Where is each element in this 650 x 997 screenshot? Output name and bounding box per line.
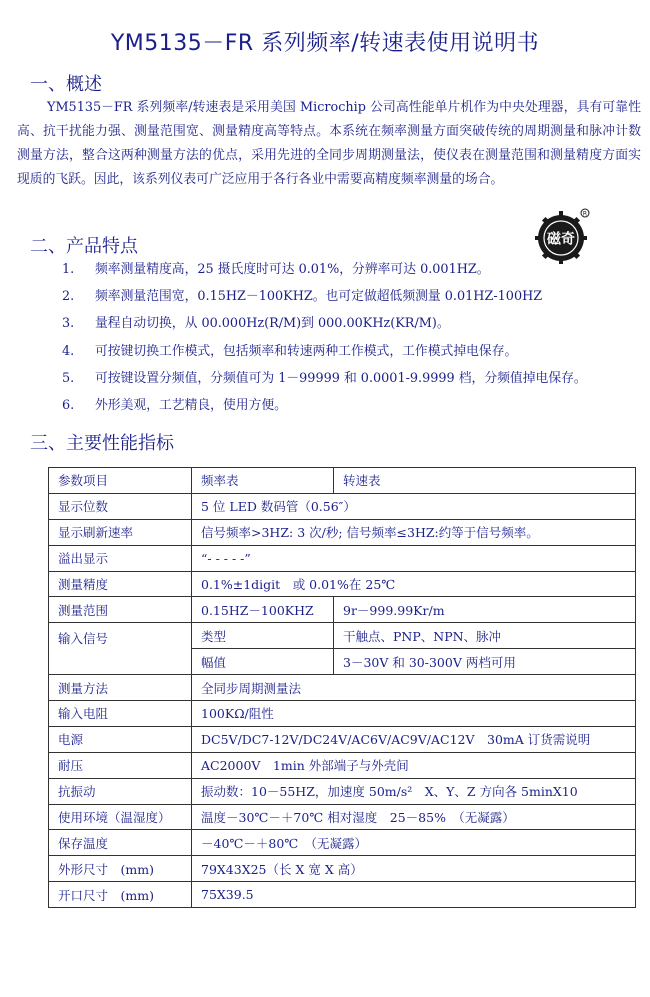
row-value-freq: 0.15HZ－100KHZ <box>192 597 334 623</box>
header-param: 参数项目 <box>49 468 192 494</box>
row-label: 输入信号 <box>49 623 192 675</box>
table-row <box>49 882 636 908</box>
row-value: 79X43X25（长 X 宽 X 高） <box>192 856 636 882</box>
overview-paragraph: YM5135－FR 系列频率/转速表是采用美国 Microchip 公司高性能单片机作为中央处理器，具有可靠性高、抗干扰能力强、测量范围宽、测量精度高等特点。本系统在频率测量方面突破传统的周期测量和脉冲计数测量方法，整合这两种测量方法的优点，采用先进的全同步周期测量法，使仪表在测量范围和测量精度方面实现质的飞跃。因此，该系列仪表可广泛应用于各行各业中需要高精度频率测量的场合。 <box>17 100 641 187</box>
table-row <box>49 701 636 727</box>
row-value: 5 位 LED 数码管（0.56″） <box>192 493 636 519</box>
table-row <box>49 519 636 545</box>
table-row <box>49 830 636 856</box>
row-label: 保存温度 <box>49 830 192 856</box>
table-row <box>49 856 636 882</box>
row-label: 开口尺寸 (mm) <box>49 882 192 908</box>
table-row <box>49 545 636 571</box>
row-value: “- - - - -” <box>192 545 636 571</box>
input-amp-label: 幅值 <box>192 649 334 675</box>
feature-item: 5. 可按键设置分频值，分频值可为 1－99999 和 0.0001-9.9999 档，分频值掉电保存。 <box>62 370 587 386</box>
feature-item: 3. 量程自动切换，从 00.000Hz(R/M)到 000.00KHz(KR/M)。 <box>62 316 450 332</box>
table-row <box>49 778 636 804</box>
row-value: 0.1%±1digit 或 0.01%在 25℃ <box>192 571 636 597</box>
row-label: 电源 <box>49 726 192 752</box>
header-speed: 转速表 <box>334 468 636 494</box>
spec-table <box>48 467 636 908</box>
row-value-speed: 9r－999.99Kr/m <box>334 597 636 623</box>
section-title-features: 二、产品特点 <box>30 236 138 257</box>
row-value: 100KΩ/阻性 <box>192 701 636 727</box>
row-value: 温度－30℃－＋70℃ 相对湿度 25－85% （无凝露） <box>192 804 636 830</box>
row-label: 使用环境（温湿度） <box>49 804 192 830</box>
document-title: YM5135－FR 系列频率/转速表使用说明书 <box>110 31 540 56</box>
header-freq: 频率表 <box>192 468 334 494</box>
table-row <box>49 468 636 494</box>
row-label: 显示位数 <box>49 493 192 519</box>
row-label: 测量范围 <box>49 597 192 623</box>
svg-text:R: R <box>582 210 588 218</box>
input-amp-value: 3－30V 和 30-300V 两档可用 <box>334 649 636 675</box>
row-value: 振动数：10－55HZ，加速度 50m/s² X、Y、Z 方向各 5minX10 <box>192 778 636 804</box>
row-value: 信号频率>3HZ: 3 次/秒; 信号频率≤3HZ:约等于信号频率。 <box>192 519 636 545</box>
table-row <box>49 752 636 778</box>
table-row <box>49 493 636 519</box>
logo-text: 磁奇 <box>547 231 575 248</box>
row-value: 75X39.5 <box>192 882 636 908</box>
row-value: 全同步周期测量法 <box>192 675 636 701</box>
input-type-value: 干触点、PNP、NPN、脉冲 <box>334 623 636 649</box>
table-row <box>49 726 636 752</box>
table-row <box>49 623 636 649</box>
row-label: 抗振动 <box>49 778 192 804</box>
row-value: －40℃－＋80℃ （无凝露） <box>192 830 636 856</box>
table-row <box>49 571 636 597</box>
input-type-label: 类型 <box>192 623 334 649</box>
row-label: 耐压 <box>49 752 192 778</box>
row-label: 测量精度 <box>49 571 192 597</box>
feature-item: 2. 频率测量范围宽，0.15HZ－100KHZ。也可定做超低频测量 0.01HZ-100HZ <box>62 289 543 305</box>
table-row <box>49 675 636 701</box>
feature-list <box>62 262 587 425</box>
row-label: 溢出显示 <box>49 545 192 571</box>
table-row <box>49 804 636 830</box>
row-label: 显示刷新速率 <box>49 519 192 545</box>
brand-logo-icon <box>535 208 591 264</box>
feature-item: 1. 频率测量精度高，25 摄氏度时可达 0.01%，分辨率可达 0.001HZ。 <box>62 262 490 277</box>
section-title-specs: 三、主要性能指标 <box>30 433 174 454</box>
feature-item: 6. 外形美观，工艺精良，使用方便。 <box>62 397 287 413</box>
row-label: 测量方法 <box>49 675 192 701</box>
row-label: 外形尺寸 (mm) <box>49 856 192 882</box>
row-value: DC5V/DC7-12V/DC24V/AC6V/AC9V/AC12V 30mA 订货需说明 <box>192 726 636 752</box>
row-value: AC2000V 1min 外部端子与外壳间 <box>192 752 636 778</box>
feature-item: 4. 可按键切换工作模式，包括频率和转速两种工作模式，工作模式掉电保存。 <box>62 343 518 359</box>
table-row <box>49 597 636 623</box>
section-title-overview: 一、概述 <box>30 74 102 95</box>
row-label: 输入电阻 <box>49 701 192 727</box>
